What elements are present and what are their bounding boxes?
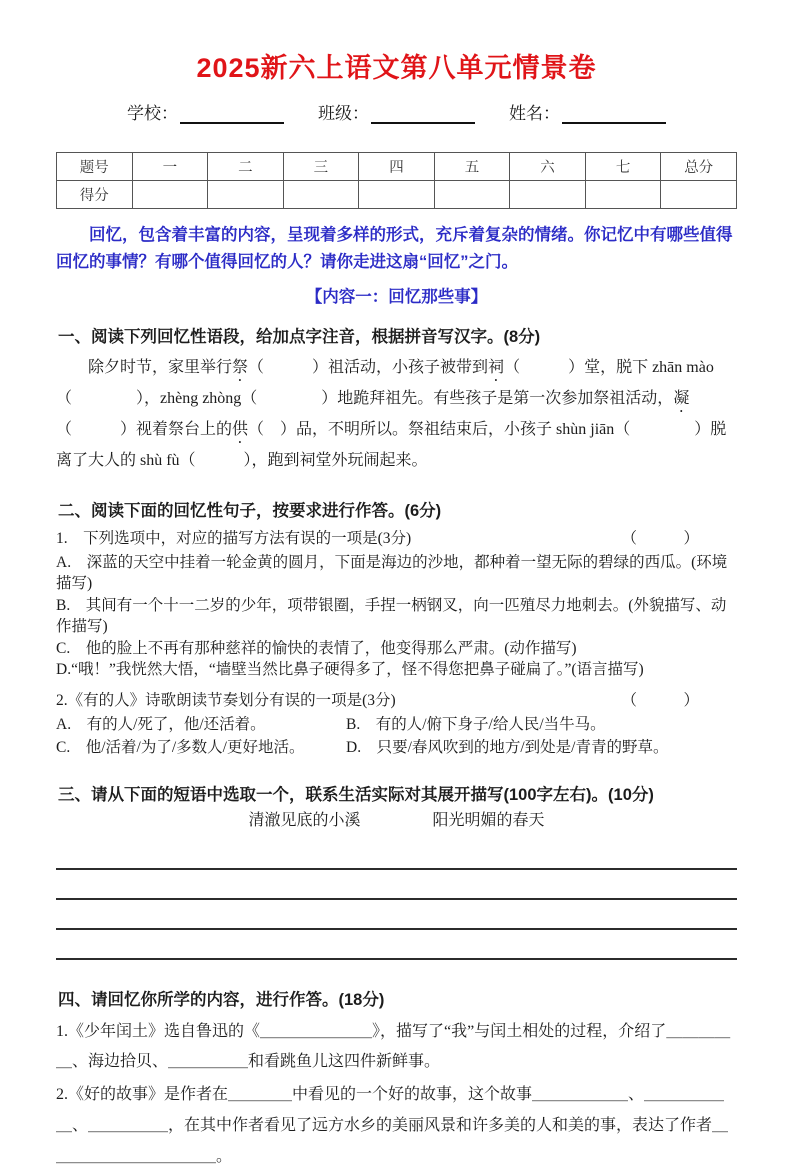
q2-option-b: B. 有的人/俯下身子/给人民/当牛马。 <box>346 715 606 733</box>
intro-paragraph: 回忆，包含着丰富的内容，呈现着多样的形式，充斥着复杂的情绪。你记忆中有哪些值得回忆的事情？有哪个值得回忆的人？请你走进这扇“回忆”之门。 <box>56 226 733 271</box>
section-3-phrases <box>56 807 737 830</box>
page-title: 2025新六上语文第八单元情景卷 <box>196 53 597 83</box>
section-4 <box>56 986 737 1172</box>
score-header-cell: 总分 <box>661 153 737 181</box>
phrase-option-1: 清澈见底的小溪 <box>248 811 361 829</box>
score-empty-cell <box>132 181 208 209</box>
passage-text: 除夕时节，家里举行 <box>88 359 233 376</box>
class-field <box>318 99 475 124</box>
q1-answer-bracket: （ ） <box>621 529 699 547</box>
student-info-row <box>56 99 737 124</box>
score-empty-cell <box>359 181 435 209</box>
section-1 <box>56 323 737 475</box>
school-label: 学校： <box>127 104 178 123</box>
score-empty-cell <box>208 181 284 209</box>
dotted-char: 祭 <box>232 359 249 376</box>
section-3 <box>56 781 737 960</box>
section-2 <box>56 497 737 759</box>
name-blank-line <box>562 104 666 124</box>
score-empty-cell <box>585 181 661 209</box>
section-4-q1: 1.《少年闰土》选自鲁迅的《＿＿＿＿＿＿＿》，描写了“我”与闰土相处的过程，介绍了＿＿＿＿＿、海边拾贝、＿＿＿＿＿和看跳鱼儿这四件新鲜事。 <box>56 1022 731 1070</box>
score-table-score-row <box>57 181 737 209</box>
section-2-q1-options <box>56 552 737 681</box>
q2-option-d: D. 只要/春风吹到的地方/到处是/青青的野草。 <box>346 738 669 756</box>
section-3-writing-area <box>56 840 737 960</box>
section-2-q2-options <box>56 714 737 759</box>
dotted-char: 供 <box>232 421 249 438</box>
section-2-q1-stem-row <box>56 528 737 550</box>
q1-option-a: A. 深蓝的天空中挂着一轮金黄的圆月，下面是海边的沙地，都种着一望无际的碧绿的西瓜。(环境描写) <box>56 553 728 592</box>
passage-text: （ ）视着祭台上的 <box>56 421 233 438</box>
q2-stem: 2.《有的人》诗歌朗读节奏划分有误的一项是(3分) <box>56 691 396 709</box>
writing-line <box>56 840 737 870</box>
dotted-char: 祠 <box>488 359 505 376</box>
section-2-heading: 二、阅读下面的回忆性句子，按要求进行作答。(6分) <box>58 501 442 520</box>
section-4-q2: 2.《好的故事》是作者在＿＿＿＿中看见的一个好的故事，这个故事＿＿＿＿＿＿、＿＿＿＿＿＿、＿＿＿＿＿，在其中作者看见了远方水乡的美丽风景和许多美的人和美的事，表达了作者＿＿＿＿＿＿＿＿＿＿＿。 <box>56 1085 729 1165</box>
q2-answer-bracket: （ ） <box>621 691 699 709</box>
score-table <box>56 152 737 209</box>
score-empty-cell <box>283 181 359 209</box>
score-header-cell: 三 <box>283 153 359 181</box>
passage-text: （ ）祖活动，小孩子被带到 <box>248 359 489 376</box>
dotted-char: 凝 <box>673 390 690 407</box>
school-blank-line <box>180 104 284 124</box>
q2-option-a: A. 有的人/死了，他/还活着。 <box>56 715 266 733</box>
passage-text: （ ）品，不明所以。祭祖结束后，小孩子 shùn jiān（ ）脱离了大人的 shù fù（ ），跑到祠堂外玩闹起来。 <box>56 421 727 469</box>
class-blank-line <box>371 104 475 124</box>
q2-option-c: C. 他/活着/为了/多数人/更好地活。 <box>56 738 305 756</box>
writing-line <box>56 930 737 960</box>
q1-option-d: D.“哦！”我恍然大悟，“墙壁当然比鼻子硬得多了，怪不得您把鼻子碰扁了。”(语言描写) <box>56 661 644 678</box>
section-1-heading: 一、阅读下列回忆性语段，给加点字注音，根据拼音写汉字。(8分) <box>58 328 541 346</box>
score-header-cell: 题号 <box>57 153 133 181</box>
content-banner: 【内容一：回忆那些事】 <box>305 288 488 306</box>
score-empty-cell <box>510 181 586 209</box>
section-2-q2-stem-row <box>56 690 737 712</box>
score-header-cell: 四 <box>359 153 435 181</box>
class-label: 班级： <box>318 104 369 123</box>
score-table-header-row <box>57 153 737 181</box>
q1-option-b: B. 其间有一个十一二岁的少年，项带银圈，手捏一柄钢叉，向一匹殖尽力地刺去。(外貌描写、动作描写) <box>56 596 727 635</box>
score-header-cell: 一 <box>132 153 208 181</box>
phrase-option-2: 阳光明媚的春天 <box>432 811 545 829</box>
passage-text: （ ）堂，脱下 zhān mào（ ），zhèng zhòng（ ）地跪拜祖先。有些孩子是第一次参加祭祖活动， <box>56 359 714 407</box>
section-3-heading: 三、请从下面的短语中选取一个，联系生活实际对其展开描写(100字左右)。(10分) <box>58 785 654 804</box>
school-field <box>127 99 284 124</box>
q1-stem: 1. 下列选项中，对应的描写方法有误的一项是(3分) <box>56 529 412 547</box>
score-header-cell: 二 <box>208 153 284 181</box>
name-label: 姓名： <box>509 104 560 123</box>
writing-line <box>56 900 737 930</box>
score-header-cell: 六 <box>510 153 586 181</box>
score-header-cell: 七 <box>585 153 661 181</box>
score-empty-cell <box>434 181 510 209</box>
score-header-cell: 五 <box>434 153 510 181</box>
writing-line <box>56 870 737 900</box>
section-4-heading: 四、请回忆你所学的内容，进行作答。(18分) <box>58 990 385 1009</box>
section-1-passage <box>56 354 737 475</box>
score-empty-cell <box>661 181 737 209</box>
q1-option-c: C. 他的脸上不再有那种慈祥的愉快的表情了，他变得那么严肃。(动作描写) <box>56 639 577 657</box>
score-row-label: 得分 <box>57 181 133 209</box>
name-field <box>509 99 666 124</box>
